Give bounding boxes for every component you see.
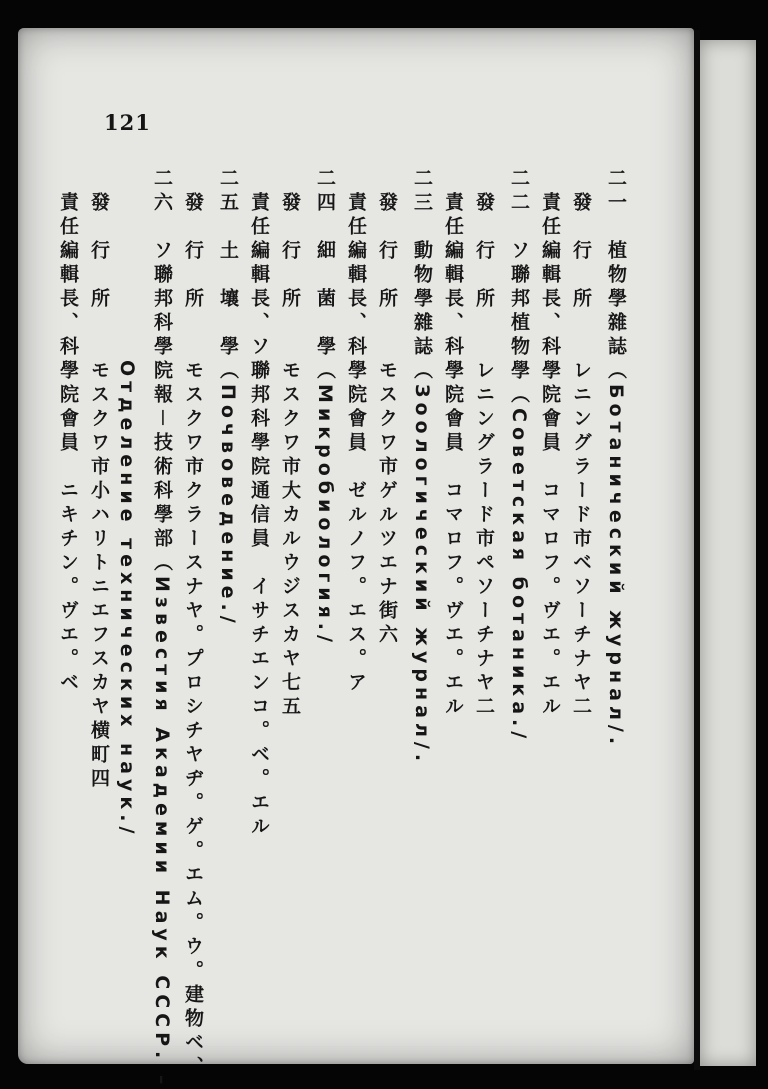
text-column-16: Отделение технических наук./ — [116, 168, 138, 839]
text-column-7: 二三 動物學雜誌（Зоологический журнал/. — [411, 168, 433, 767]
vertical-text-body — [57, 168, 630, 1089]
text-column-9: 責任編輯長、科學院會員 ゼルノフ。エス。ア — [345, 168, 367, 696]
text-column-6: 責任編輯長、科學院會員 コマロフ。ヴエ。エル — [442, 168, 464, 720]
text-column-18: 責任編輯長、科學院會員 ニキチン。ヴエ。ベ — [57, 168, 79, 696]
text-column-11: 發 行 所 モスクワ市大カルウジスカヤ七五 — [279, 168, 301, 720]
text-column-5: 發 行 所 レニングラード市ペソーチナヤ二 — [473, 168, 495, 720]
text-column-3: 責任編輯長、科學院會員 コマロフ。ヴエ。エル — [539, 168, 561, 720]
text-column-13: 二五 土 壤 學（Почвоведение./ — [217, 168, 239, 628]
text-column-8: 發 行 所 モスクワ市ゲルツエナ街六 — [376, 168, 398, 648]
text-column-1: 二一 植物學雜誌（Ботанический журнал/. — [605, 168, 627, 750]
text-column-15: 二六 ソ聯邦科學院報－技術科學部（Известия Академии Наук СССР. – — [151, 168, 173, 1089]
text-column-12: 責任編輯長、ソ聯邦科學院通信員 イサチエンコ。ベ。エル — [248, 168, 270, 840]
text-column-14: 發 行 所 モスクワ市クラースナヤ。プロシチヤヂ。ゲ。エム。ウ。建物ベ、 — [182, 168, 204, 1080]
adjacent-page-edge — [700, 40, 756, 1066]
text-column-17: 發 行 所 モスクワ市小ハリトニエフスカヤ横町四 — [88, 168, 110, 792]
text-column-2: 發 行 所 レニングラード市ベソーチナヤ二 — [570, 168, 592, 720]
page-number: 121 — [104, 110, 151, 135]
text-column-10: 二四 細 菌 學（Микробиология./ — [314, 168, 336, 647]
text-column-4: 二二 ソ聯邦植物學（Советская ботаника./ — [508, 168, 530, 744]
